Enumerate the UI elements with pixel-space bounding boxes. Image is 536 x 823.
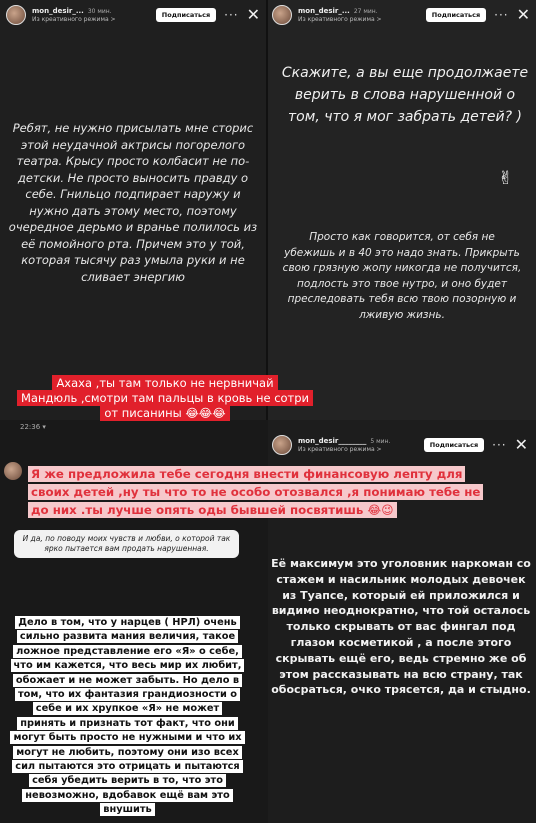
quote-card: И да, по поводу моих чувств и любви, о которой так ярко пытается вам продать нарушенная.	[14, 530, 239, 558]
story-text: Её максимум это уголовник наркоман со стажем и насильник молодых девочек из Туапсе, который ей приложился и видимо неоднократно, что той осталось только скрывать от вас фингал под глазом косметикой , а после этого скрывать ещё его, ведь стремно же об этом рассказывать на всю страну, так обосраться, очко трясется, да и стыдно.	[271, 557, 531, 697]
avatar[interactable]	[272, 435, 292, 455]
close-icon[interactable]: ✕	[246, 5, 260, 24]
post-time: 30 мин.	[87, 7, 112, 15]
subtitle[interactable]: Из креативного режима >	[298, 15, 382, 23]
follow-button[interactable]: Подписаться	[424, 438, 484, 452]
caption-text: Дело в том, что у нарцев ( НРЛ) очень сильно развита мания величия, такое ложное представление его «Я» о себе, что им кажется, что весь мир их любит, обожает и не может забыть. Но дело в том, что их фантазия грандиозности о себе и их хрупкое «Я» не может принять и признать тот факт, что они могут быть просто не нужными и что их могут не любить, поэтому они изо всех сил пытаются это отрицать и пытаются себя убедить верить в то, что это невозможно, вдобавок ещё вам это внушить	[10, 616, 244, 816]
username[interactable]: mon_desir_...	[32, 6, 84, 15]
close-icon[interactable]: ✕	[516, 5, 530, 24]
post-time: 27 мин.	[353, 7, 378, 15]
story-header-2	[272, 2, 530, 28]
pink-caption	[28, 465, 498, 519]
close-icon[interactable]: ✕	[514, 435, 528, 454]
avatar[interactable]	[272, 5, 292, 25]
post-time: 5 мин.	[370, 437, 391, 445]
username[interactable]: mon_desir_...	[298, 6, 350, 15]
story-header-4	[272, 432, 528, 458]
story-text: Ребят, не нужно присылать мне сторис этой неудачной актрисы погорелого театра. Крысу просто колбасит не по-детски. Не просто выносить правду о себе. Гнильцо подпирает наружу и нужно дать этому место, поэтому очередное дерьмо и вранье полилось из её помойного рта. Причем это у той, которая тысячу раз умыла руки и не сливает энергию	[8, 121, 258, 284]
avatar[interactable]	[6, 5, 26, 25]
subtitle[interactable]: Из креативного режима >	[298, 445, 382, 453]
caption-line: Мандюль ,смотри там пальцы в кровь не сотри	[17, 390, 313, 406]
follow-button[interactable]: Подписаться	[426, 8, 486, 22]
username[interactable]: mon_desir________	[298, 436, 367, 445]
caption-line: от писанины 😂😂😂	[100, 405, 229, 421]
story-header-1	[6, 2, 260, 28]
follow-button[interactable]: Подписаться	[156, 8, 216, 22]
more-icon[interactable]: ···	[224, 8, 239, 22]
more-icon[interactable]: ···	[494, 8, 509, 22]
red-caption	[0, 376, 330, 421]
status-time: 22:36 ▾	[20, 423, 46, 431]
avatar[interactable]	[4, 462, 22, 480]
story-question: Скажите, а вы еще продолжаете верить в слова нарушенной о том, что я мог забрать детей? )	[281, 65, 529, 125]
caption-line: Ахаха ,ты там только не нервничай	[52, 375, 277, 391]
white-caption	[10, 616, 245, 818]
caption-text: Я же предложила тебе сегодня внести финансовую лепту для своих детей ,ну ты что то не особо отозвался ,я понимаю тебе не до них .ты лучше опять оды бывшей посвятишь 😂😉	[28, 466, 483, 518]
more-icon[interactable]: ···	[492, 438, 507, 452]
story-text: Просто как говорится, от себя не убежишь и в 40 это надо знать. Прикрыть свою грязную жопу никогда не получится, подлость это твое нутро, и оно будет преследовать тебя всю твою позорную и лживую жизнь.	[282, 231, 522, 321]
subtitle[interactable]: Из креативного режима >	[32, 15, 116, 23]
victory-emoji: ✌	[498, 168, 514, 189]
